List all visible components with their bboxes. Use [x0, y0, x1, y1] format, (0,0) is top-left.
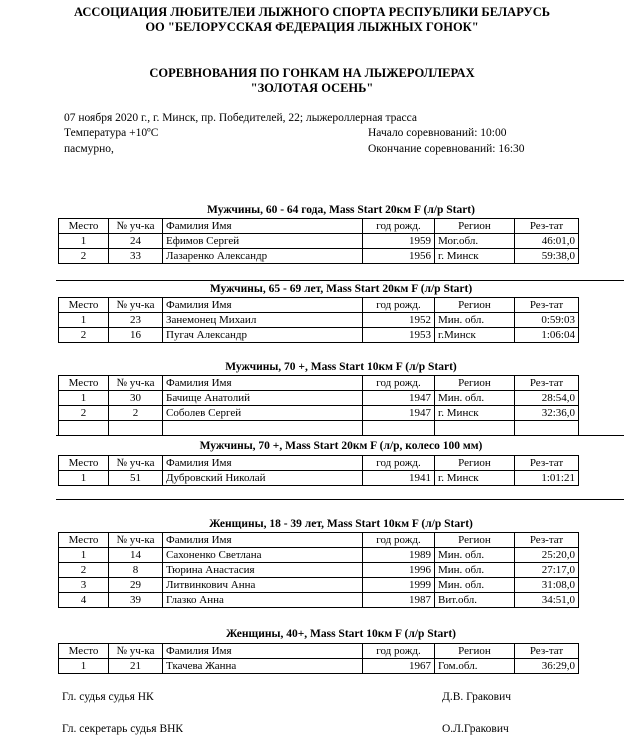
table-header-row: [59, 376, 579, 391]
cell-name: [163, 421, 363, 436]
cell-place: 2: [59, 328, 109, 343]
table-row: [59, 249, 579, 264]
column-header: год рожд.: [363, 298, 435, 313]
column-header: Рез-тат: [515, 219, 579, 234]
section-title: Мужчины, 70 +, Mass Start 10км F (л/р Start): [225, 361, 457, 373]
chief-judge-name: Д.В. Гракович: [442, 691, 512, 703]
column-header: Регион: [435, 376, 515, 391]
temperature: Температура +10ºC: [64, 127, 159, 139]
cell-num: 14: [109, 548, 163, 563]
section-divider: [56, 435, 624, 436]
cell-place: 1: [59, 548, 109, 563]
column-header: год рожд.: [363, 533, 435, 548]
cell-place: 1: [59, 659, 109, 674]
column-header: Регион: [435, 456, 515, 471]
table-row: [59, 548, 579, 563]
column-header: № уч-ка: [109, 376, 163, 391]
column-header: Фамилия Имя: [163, 376, 363, 391]
cell-num: 24: [109, 234, 163, 249]
column-header: Место: [59, 533, 109, 548]
competition-name: "ЗОЛОТАЯ ОСЕНЬ": [250, 81, 374, 95]
cell-year: 1941: [363, 471, 435, 486]
table-row: [59, 406, 579, 421]
cell-place: 1: [59, 391, 109, 406]
table-header-row: [59, 644, 579, 659]
cell-result: 32:36,0: [515, 406, 579, 421]
chief-judge-label: Гл. судья судья НК: [62, 691, 154, 703]
section-title: Женщины, 40+, Mass Start 10км F (л/р Start): [225, 628, 457, 640]
cell-year: 1999: [363, 578, 435, 593]
cell-region: Мин. обл.: [435, 313, 515, 328]
section-divider: [56, 280, 624, 281]
cell-year: 1996: [363, 563, 435, 578]
cell-year: 1989: [363, 548, 435, 563]
section-title: Мужчины, 70 +, Mass Start 20км F (л/р, колесо 100 мм): [199, 440, 483, 452]
table-row: [59, 593, 579, 608]
table-row: [59, 578, 579, 593]
finish-time: Окончание соревнований: 16:30: [368, 143, 525, 155]
column-header: Место: [59, 298, 109, 313]
column-header: Рез-тат: [515, 644, 579, 659]
date-place: 07 ноября 2020 г., г. Минск, пр. Победителей, 22; лыжероллерная трасса: [64, 112, 417, 124]
column-header: № уч-ка: [109, 644, 163, 659]
cell-region: Мин. обл.: [435, 391, 515, 406]
cell-year: 1967: [363, 659, 435, 674]
cell-region: г. Минск: [435, 249, 515, 264]
column-header: Рез-тат: [515, 456, 579, 471]
table-row: [59, 471, 579, 486]
start-time: Начало соревнований: 10:00: [368, 127, 507, 139]
column-header: Фамилия Имя: [163, 298, 363, 313]
cell-name: Лазаренко Александр: [163, 249, 363, 264]
column-header: год рожд.: [363, 219, 435, 234]
column-header: Фамилия Имя: [163, 456, 363, 471]
cell-result: 36:29,0: [515, 659, 579, 674]
cell-result: [515, 421, 579, 436]
cell-num: 8: [109, 563, 163, 578]
column-header: Фамилия Имя: [163, 533, 363, 548]
results-table: [58, 218, 579, 264]
column-header: Рез-тат: [515, 376, 579, 391]
cell-region: Вит.обл.: [435, 593, 515, 608]
cell-name: Ефимов Сергей: [163, 234, 363, 249]
cell-num: 2: [109, 406, 163, 421]
column-header: Регион: [435, 644, 515, 659]
cell-year: 1953: [363, 328, 435, 343]
column-header: год рожд.: [363, 456, 435, 471]
cell-name: Глазко Анна: [163, 593, 363, 608]
cell-num: 21: [109, 659, 163, 674]
column-header: № уч-ка: [109, 456, 163, 471]
column-header: Фамилия Имя: [163, 644, 363, 659]
chief-secretary-label: Гл. секретарь судья ВНК: [62, 723, 184, 735]
table-row: [59, 328, 579, 343]
results-table: [58, 375, 579, 436]
section-title: Мужчины, 65 - 69 лет, Mass Start 20км F (л/р Start): [209, 283, 473, 295]
table-header-row: [59, 298, 579, 313]
cell-name: Пугач Александр: [163, 328, 363, 343]
cell-region: [435, 421, 515, 436]
cell-result: 27:17,0: [515, 563, 579, 578]
cell-place: 3: [59, 578, 109, 593]
table-row: [59, 659, 579, 674]
cell-result: 34:51,0: [515, 593, 579, 608]
cell-num: 51: [109, 471, 163, 486]
table-row: [59, 234, 579, 249]
column-header: Место: [59, 456, 109, 471]
column-header: Регион: [435, 219, 515, 234]
cell-year: 1987: [363, 593, 435, 608]
cell-num: 16: [109, 328, 163, 343]
cell-result: 25:20,0: [515, 548, 579, 563]
section-divider: [56, 499, 624, 500]
column-header: год рожд.: [363, 376, 435, 391]
cell-region: Гом.обл.: [435, 659, 515, 674]
cell-num: 29: [109, 578, 163, 593]
cell-year: [363, 421, 435, 436]
column-header: год рожд.: [363, 644, 435, 659]
cell-region: г. Минск: [435, 471, 515, 486]
cell-num: 33: [109, 249, 163, 264]
column-header: Место: [59, 644, 109, 659]
column-header: Регион: [435, 533, 515, 548]
cell-year: 1959: [363, 234, 435, 249]
column-header: № уч-ка: [109, 298, 163, 313]
cell-num: 30: [109, 391, 163, 406]
cell-result: 59:38,0: [515, 249, 579, 264]
cell-name: Литвинкович Анна: [163, 578, 363, 593]
table-header-row: [59, 219, 579, 234]
table-header-row: [59, 456, 579, 471]
results-table: [58, 532, 579, 608]
cell-region: Мин. обл.: [435, 563, 515, 578]
cell-place: [59, 421, 109, 436]
chief-secretary-name: О.Л.Гракович: [442, 723, 509, 735]
column-header: Место: [59, 376, 109, 391]
cell-region: г. Минск: [435, 406, 515, 421]
table-row: [59, 313, 579, 328]
cell-result: 0:59:03: [515, 313, 579, 328]
cell-region: г.Минск: [435, 328, 515, 343]
cell-place: 2: [59, 563, 109, 578]
column-header: № уч-ка: [109, 533, 163, 548]
cell-result: 1:06:04: [515, 328, 579, 343]
cell-place: 1: [59, 313, 109, 328]
column-header: Рез-тат: [515, 533, 579, 548]
cell-num: 39: [109, 593, 163, 608]
column-header: № уч-ка: [109, 219, 163, 234]
section-title: Мужчины, 60 - 64 года, Mass Start 20км F (л/р Start): [207, 204, 475, 216]
association-title: АССОЦИАЦИЯ ЛЮБИТЕЛЕИ ЛЫЖНОГО СПОРТА РЕСПУБЛИКИ БЕЛАРУСЬ: [73, 5, 550, 19]
cell-name: Сахоненко Светлана: [163, 548, 363, 563]
cell-year: 1956: [363, 249, 435, 264]
cell-region: Мин. обл.: [435, 548, 515, 563]
cell-name: Занемонец Михаил: [163, 313, 363, 328]
cell-name: Бачище Анатолий: [163, 391, 363, 406]
cell-name: Соболев Сергей: [163, 406, 363, 421]
column-header: Рез-тат: [515, 298, 579, 313]
cell-year: 1947: [363, 406, 435, 421]
cell-place: 1: [59, 471, 109, 486]
cell-result: 31:08,0: [515, 578, 579, 593]
cell-num: 23: [109, 313, 163, 328]
table-row: [59, 563, 579, 578]
cell-name: Ткачева Жанна: [163, 659, 363, 674]
column-header: Фамилия Имя: [163, 219, 363, 234]
cell-result: 46:01,0: [515, 234, 579, 249]
column-header: Регион: [435, 298, 515, 313]
cell-place: 2: [59, 249, 109, 264]
table-row: [59, 421, 579, 436]
cell-region: Мог.обл.: [435, 234, 515, 249]
competition-title: СОРЕВНОВАНИЯ ПО ГОНКАМ НА ЛЫЖЕРОЛЛЕРАХ: [149, 66, 475, 80]
table-row: [59, 391, 579, 406]
weather: пасмурно,: [64, 143, 114, 155]
cell-name: Дубровский Николай: [163, 471, 363, 486]
results-table: [58, 297, 579, 343]
cell-place: 1: [59, 234, 109, 249]
cell-year: 1952: [363, 313, 435, 328]
cell-num: [109, 421, 163, 436]
cell-result: 1:01:21: [515, 471, 579, 486]
cell-region: Мин. обл.: [435, 578, 515, 593]
cell-result: 28:54,0: [515, 391, 579, 406]
table-header-row: [59, 533, 579, 548]
results-table: [58, 455, 579, 486]
cell-name: Тюрина Анастасия: [163, 563, 363, 578]
cell-place: 2: [59, 406, 109, 421]
cell-place: 4: [59, 593, 109, 608]
results-table: [58, 643, 579, 674]
section-title: Женщины, 18 - 39 лет, Mass Start 10км F (л/р Start): [209, 518, 473, 530]
column-header: Место: [59, 219, 109, 234]
cell-year: 1947: [363, 391, 435, 406]
federation-title: ОО "БЕЛОРУССКАЯ ФЕДЕРАЦИЯ ЛЫЖНЫХ ГОНОК": [145, 20, 479, 34]
